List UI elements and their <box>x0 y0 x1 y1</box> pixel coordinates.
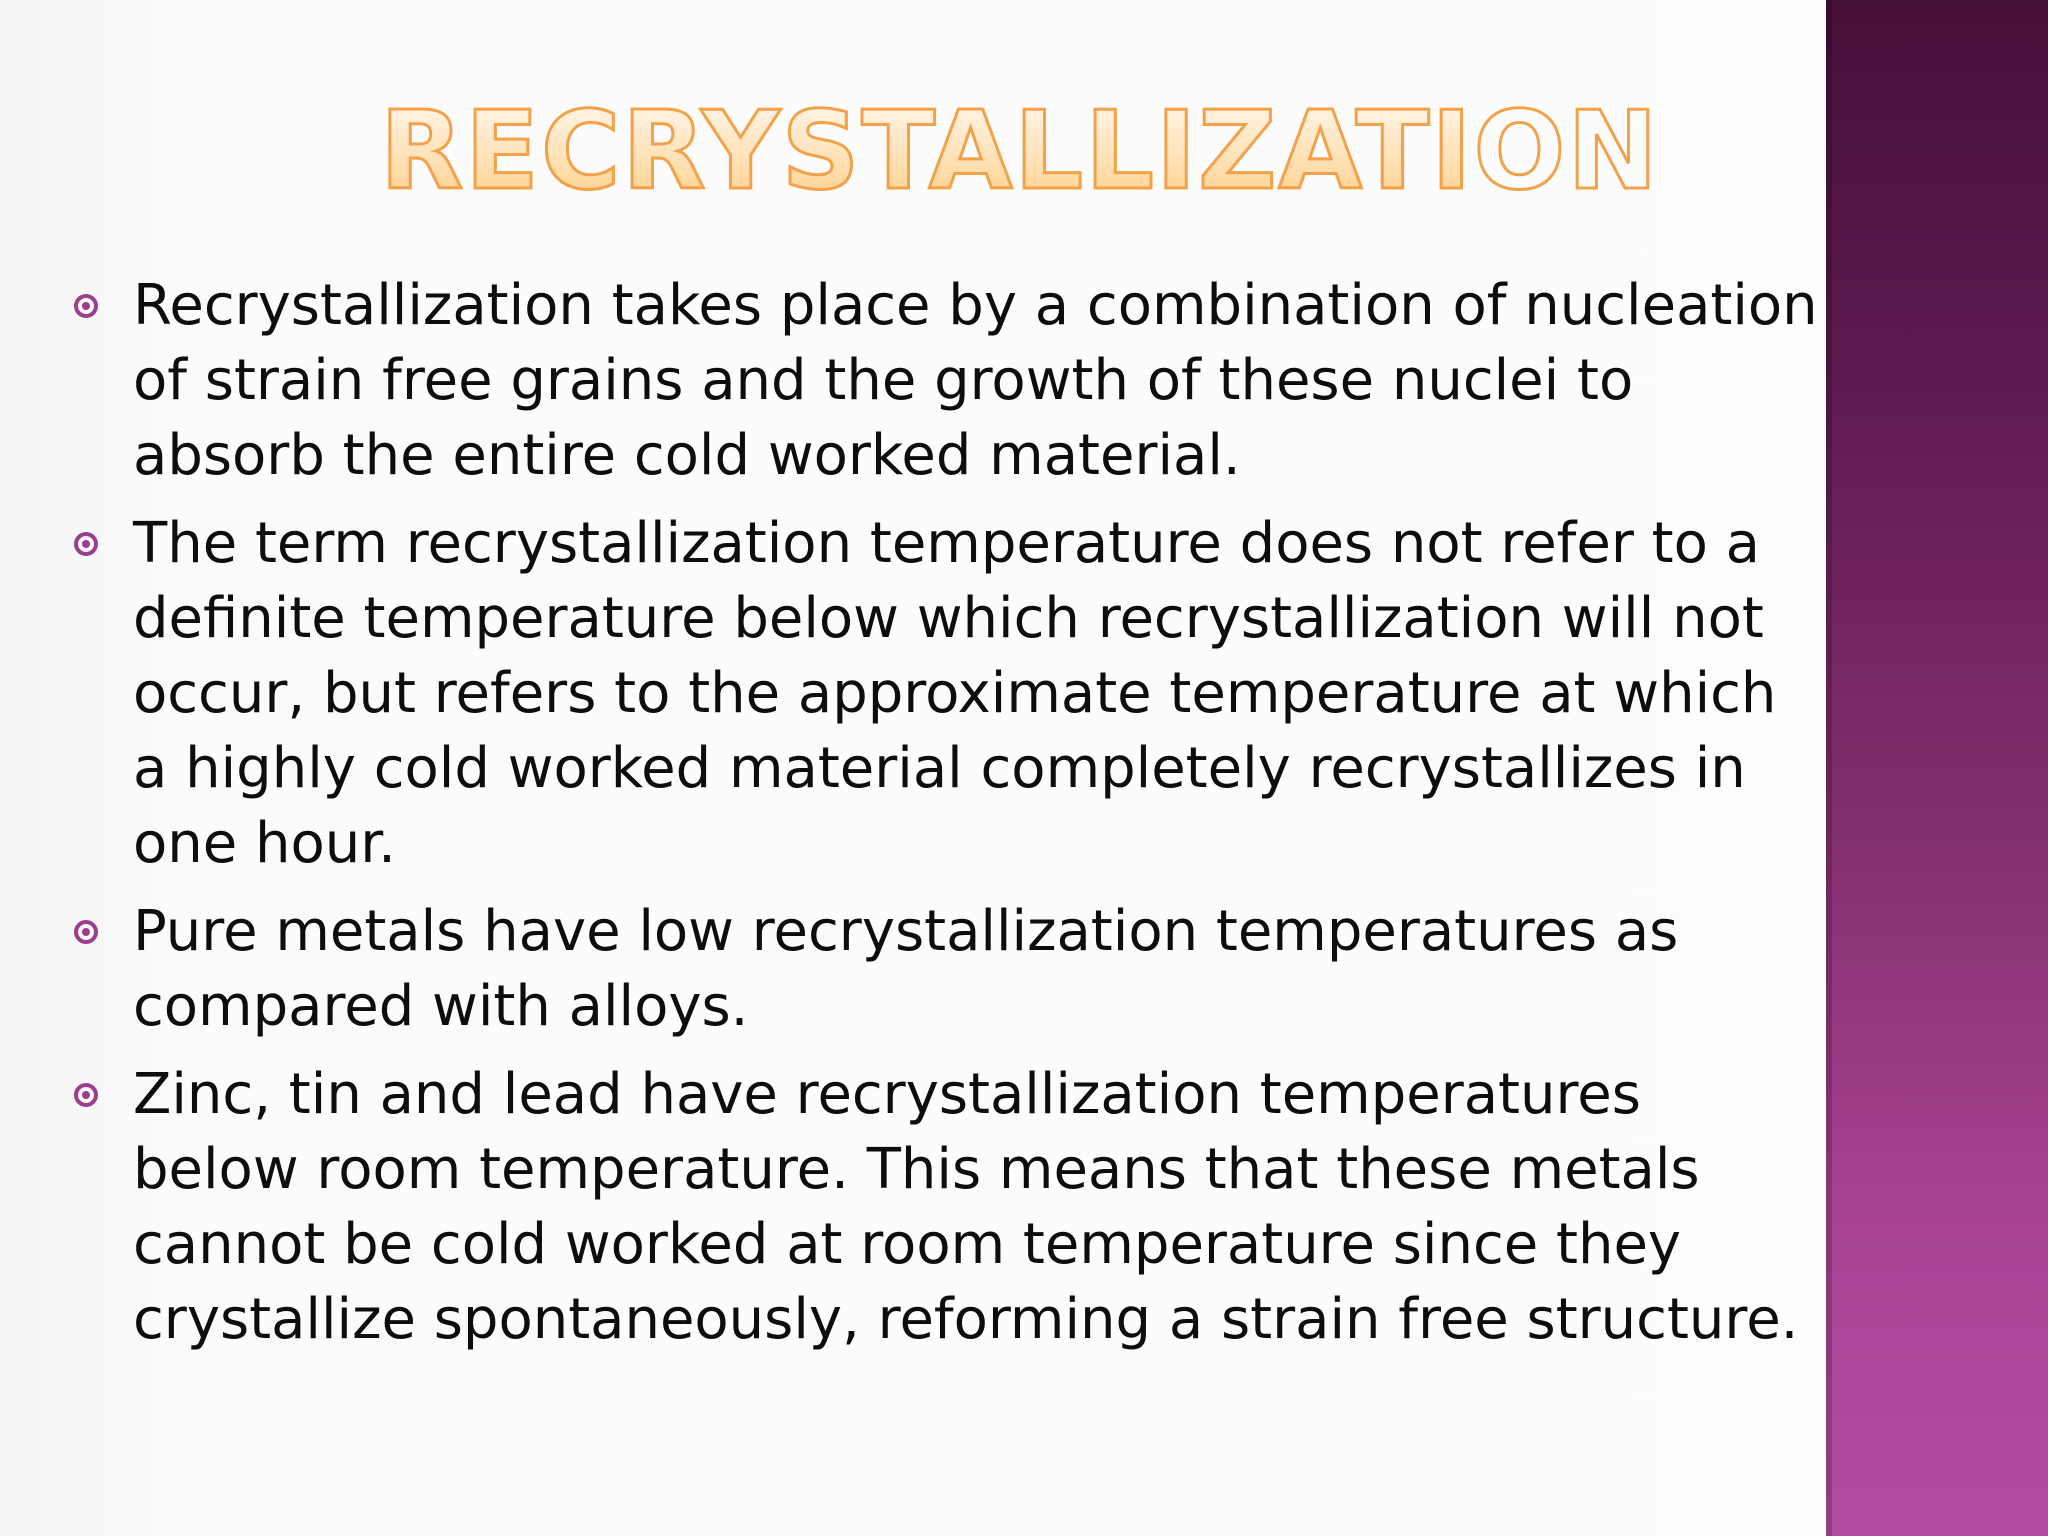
circled-dot-icon <box>74 920 98 944</box>
list-item <box>70 894 1820 1044</box>
circled-dot-icon <box>74 1083 98 1107</box>
bullet-text: The term recrystallization temperature does not refer to a definite temperature below which recrystallization will not occur, but refers to the approximate temperature at which a highly cold worked material completely recrystallizes in one hour. <box>133 511 1777 876</box>
circled-dot-icon <box>74 532 98 556</box>
list-item <box>70 506 1820 881</box>
bullet-text: Zinc, tin and lead have recrystallization temperatures below room temperature. This means that these metals cannot be cold worked at room temperature since they crystallize spontaneously, reforming a strain free structure. <box>133 1062 1799 1352</box>
bullet-text: Pure metals have low recrystallization temperatures as compared with alloys. <box>133 899 1679 1039</box>
list-item <box>70 1057 1820 1357</box>
bullet-text: Recrystallization takes place by a combination of nucleation of strain free grains and the growth of these nuclei to absorb the entire cold worked material. <box>133 273 1818 488</box>
accent-side-bar <box>1826 0 2048 1536</box>
bullet-list <box>70 268 1820 1370</box>
list-item <box>70 268 1820 493</box>
circled-dot-icon <box>74 294 98 318</box>
slide-title: RECRYSTALLIZATION <box>380 89 1660 214</box>
